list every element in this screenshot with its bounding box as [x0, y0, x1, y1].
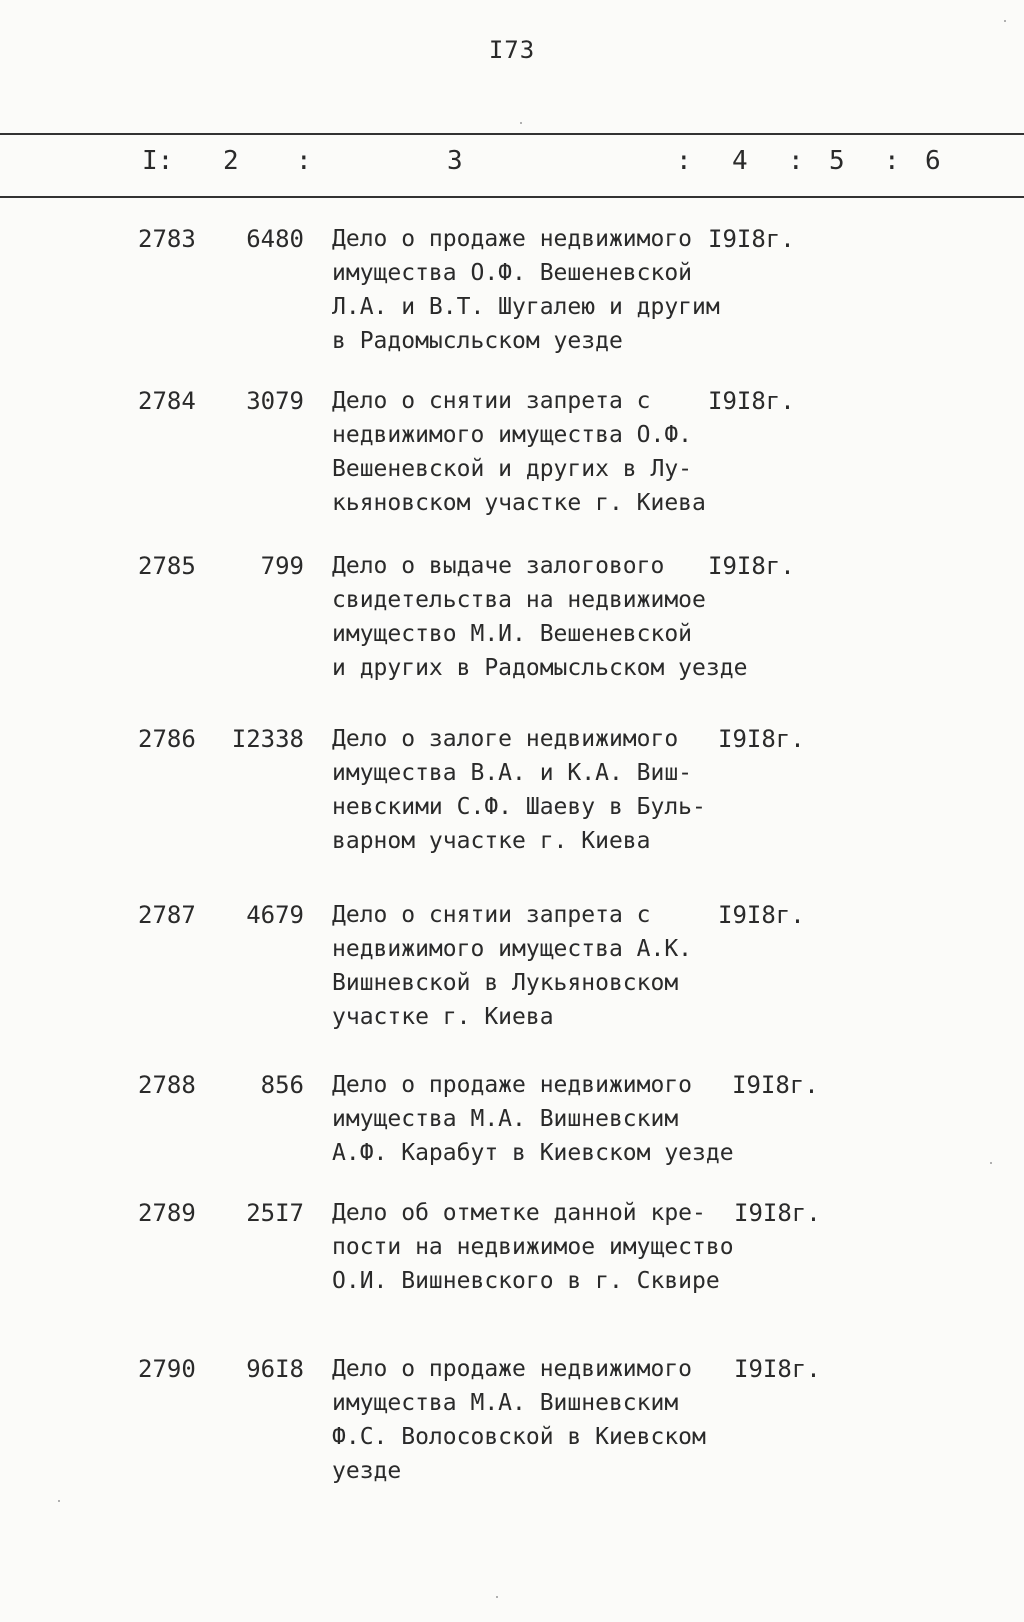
description-line: Дело о снятии запрета с — [332, 902, 651, 928]
description-line: имущества В.А. и К.А. Виш- — [332, 760, 693, 786]
page-number: I73 — [488, 36, 536, 64]
entry-number: 2789 — [138, 1199, 196, 1227]
description-line: кьяновском участке г. Киева — [332, 490, 706, 516]
file-number: 3079 — [246, 387, 304, 415]
header-separator: : — [676, 146, 692, 176]
description-line: О.И. Вишневского в г. Сквире — [332, 1268, 720, 1294]
file-number: 6480 — [246, 225, 304, 253]
description-line: недвижимого имущества О.Ф. — [332, 422, 693, 448]
description-line: недвижимого имущества А.К. — [332, 936, 693, 962]
entry-number: 2786 — [138, 725, 196, 753]
description-line: Ф.С. Волосовской в Киевском — [332, 1424, 706, 1450]
entry-year: I9I8г. — [718, 725, 805, 753]
entry-year: I9I8г. — [734, 1199, 821, 1227]
entry-number: 2787 — [138, 901, 196, 929]
description-line: участке г. Киева — [332, 1004, 554, 1030]
description-line: Дело о продаже недвижимого — [332, 1072, 693, 1098]
entry-year: I9I8г. — [708, 552, 795, 580]
entry-number: 2783 — [138, 225, 196, 253]
header-separator: : — [788, 146, 804, 176]
header-top-rule — [0, 133, 1024, 135]
entry-number: 2788 — [138, 1071, 196, 1099]
file-number: 96I8 — [246, 1355, 304, 1383]
entry-description — [332, 1352, 792, 1488]
header-separator: : — [884, 146, 900, 176]
entry-number: 2784 — [138, 387, 196, 415]
description-line: Дело об отметке данной кре- — [332, 1200, 706, 1226]
paper-speck — [1004, 20, 1006, 22]
entry-number: 2790 — [138, 1355, 196, 1383]
file-number: 856 — [260, 1071, 304, 1099]
header-separator: : — [296, 146, 312, 176]
description-line: имущество М.И. Вешеневской — [332, 621, 693, 647]
header-col-2: 2 — [223, 146, 239, 176]
description-line: Вешеневской и других в Лу- — [332, 456, 693, 482]
description-line: и других в Радомысльском уезде — [332, 655, 748, 681]
description-line: Дело о продаже недвижимого — [332, 226, 693, 252]
description-line: Л.А. и В.Т. Шугалею и другим — [332, 294, 720, 320]
entry-year: I9I8г. — [708, 387, 795, 415]
entry-description — [332, 1196, 792, 1298]
file-number: 25I7 — [246, 1199, 304, 1227]
header-col-5: 5 — [829, 146, 845, 176]
description-line: А.Ф. Карабут в Киевском уезде — [332, 1140, 734, 1166]
description-line: Дело о залоге недвижимого — [332, 726, 679, 752]
description-line: Дело о снятии запрета с — [332, 388, 651, 414]
header-bottom-rule — [0, 196, 1024, 198]
entry-year: I9I8г. — [734, 1355, 821, 1383]
header-col-4: 4 — [732, 146, 748, 176]
entry-year: I9I8г. — [732, 1071, 819, 1099]
entry-year: I9I8г. — [718, 901, 805, 929]
header-col-6: 6 — [925, 146, 941, 176]
file-number: I2338 — [231, 725, 304, 753]
header-col-1: I: — [142, 146, 174, 176]
description-line: имущества О.Ф. Вешеневской — [332, 260, 693, 286]
description-line: имущества М.А. Вишневским — [332, 1106, 679, 1132]
description-line: Дело о продаже недвижимого — [332, 1356, 693, 1382]
description-line: уезде — [332, 1458, 402, 1484]
description-line: в Радомысльском уезде — [332, 328, 623, 354]
description-line: имущества М.А. Вишневским — [332, 1390, 679, 1416]
description-line: варном участке г. Киева — [332, 828, 651, 854]
entry-number: 2785 — [138, 552, 196, 580]
header-col-3: 3 — [447, 146, 463, 176]
paper-speck — [990, 1162, 992, 1164]
description-line: свидетельства на недвижимое — [332, 587, 706, 613]
entry-description — [332, 1068, 792, 1170]
description-line: пости на недвижимое имущество — [332, 1234, 734, 1260]
paper-speck — [58, 1500, 60, 1502]
description-line: Дело о выдаче залогового — [332, 553, 665, 579]
description-line: невскими С.Ф. Шаеву в Буль- — [332, 794, 706, 820]
entry-year: I9I8г. — [708, 225, 795, 253]
file-number: 799 — [260, 552, 304, 580]
file-number: 4679 — [246, 901, 304, 929]
paper-speck — [496, 1596, 498, 1598]
description-line: Вишневской в Лукьяновском — [332, 970, 679, 996]
paper-speck — [520, 122, 522, 124]
